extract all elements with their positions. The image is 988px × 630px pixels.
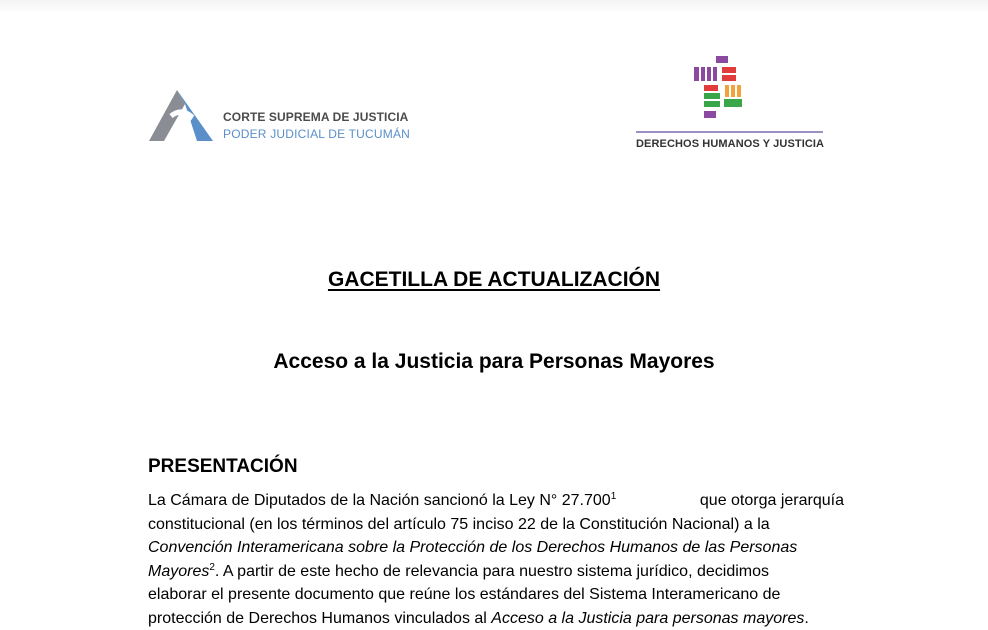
section-heading-presentacion: PRESENTACIÓN xyxy=(148,456,298,478)
corte-suprema-mark-icon xyxy=(147,86,217,144)
text-run: . xyxy=(804,610,808,627)
paragraph-line xyxy=(148,489,844,513)
footnote-ref-2[interactable]: 2 xyxy=(209,562,215,573)
text-run: protección de Derechos Humanos vinculados al xyxy=(148,610,491,627)
corte-suprema-name: CORTE SUPREMA DE JUSTICIA xyxy=(223,110,408,124)
convention-name-italic: Convención Interamericana sobre la Protección de los Derechos Humanos de las Personas xyxy=(148,536,797,560)
text-segment xyxy=(148,607,809,630)
logo-divider xyxy=(636,131,823,133)
paragraph-line xyxy=(148,560,844,584)
text-segment xyxy=(148,560,769,584)
text-run: La Cámara de Diputados de la Nación sancionó la Ley N° 27.700 xyxy=(148,492,611,509)
document-subtitle: Acceso a la Justicia para Personas Mayores xyxy=(0,350,988,374)
paragraph-line xyxy=(148,583,844,607)
convention-name-italic: Mayores xyxy=(148,563,209,580)
paragraph-line xyxy=(148,536,844,560)
derechos-humanos-name: DERECHOS HUMANOS Y JUSTICIA xyxy=(636,138,824,150)
text-segment: constitucional (en los términos del artículo 75 inciso 22 de la Constitución Nacional) a la xyxy=(148,513,770,537)
hands-mosaic-icon xyxy=(694,56,750,124)
access-justice-italic: Acceso a la Justicia para personas mayores xyxy=(491,610,804,627)
corte-suprema-logo xyxy=(147,86,407,144)
text-segment: elaborar el presente documento que reúne los estándares del Sistema Interamericano de xyxy=(148,583,780,607)
text-segment xyxy=(148,489,616,513)
footnote-ref-1[interactable]: 1 xyxy=(611,491,617,502)
page-top-shadow xyxy=(0,0,988,14)
derechos-humanos-logo xyxy=(636,56,826,156)
text-run: . A partir de este hecho de relevancia para nuestro sistema jurídico, decidimos xyxy=(215,563,769,580)
poder-judicial-name: PODER JUDICIAL DE TUCUMÁN xyxy=(223,127,410,141)
document-title: GACETILLA DE ACTUALIZACIÓN xyxy=(0,268,988,292)
presentation-paragraph xyxy=(148,489,844,630)
paragraph-line xyxy=(148,513,844,537)
paragraph-line xyxy=(148,607,844,630)
text-segment: que otorga jerarquía xyxy=(700,489,844,513)
